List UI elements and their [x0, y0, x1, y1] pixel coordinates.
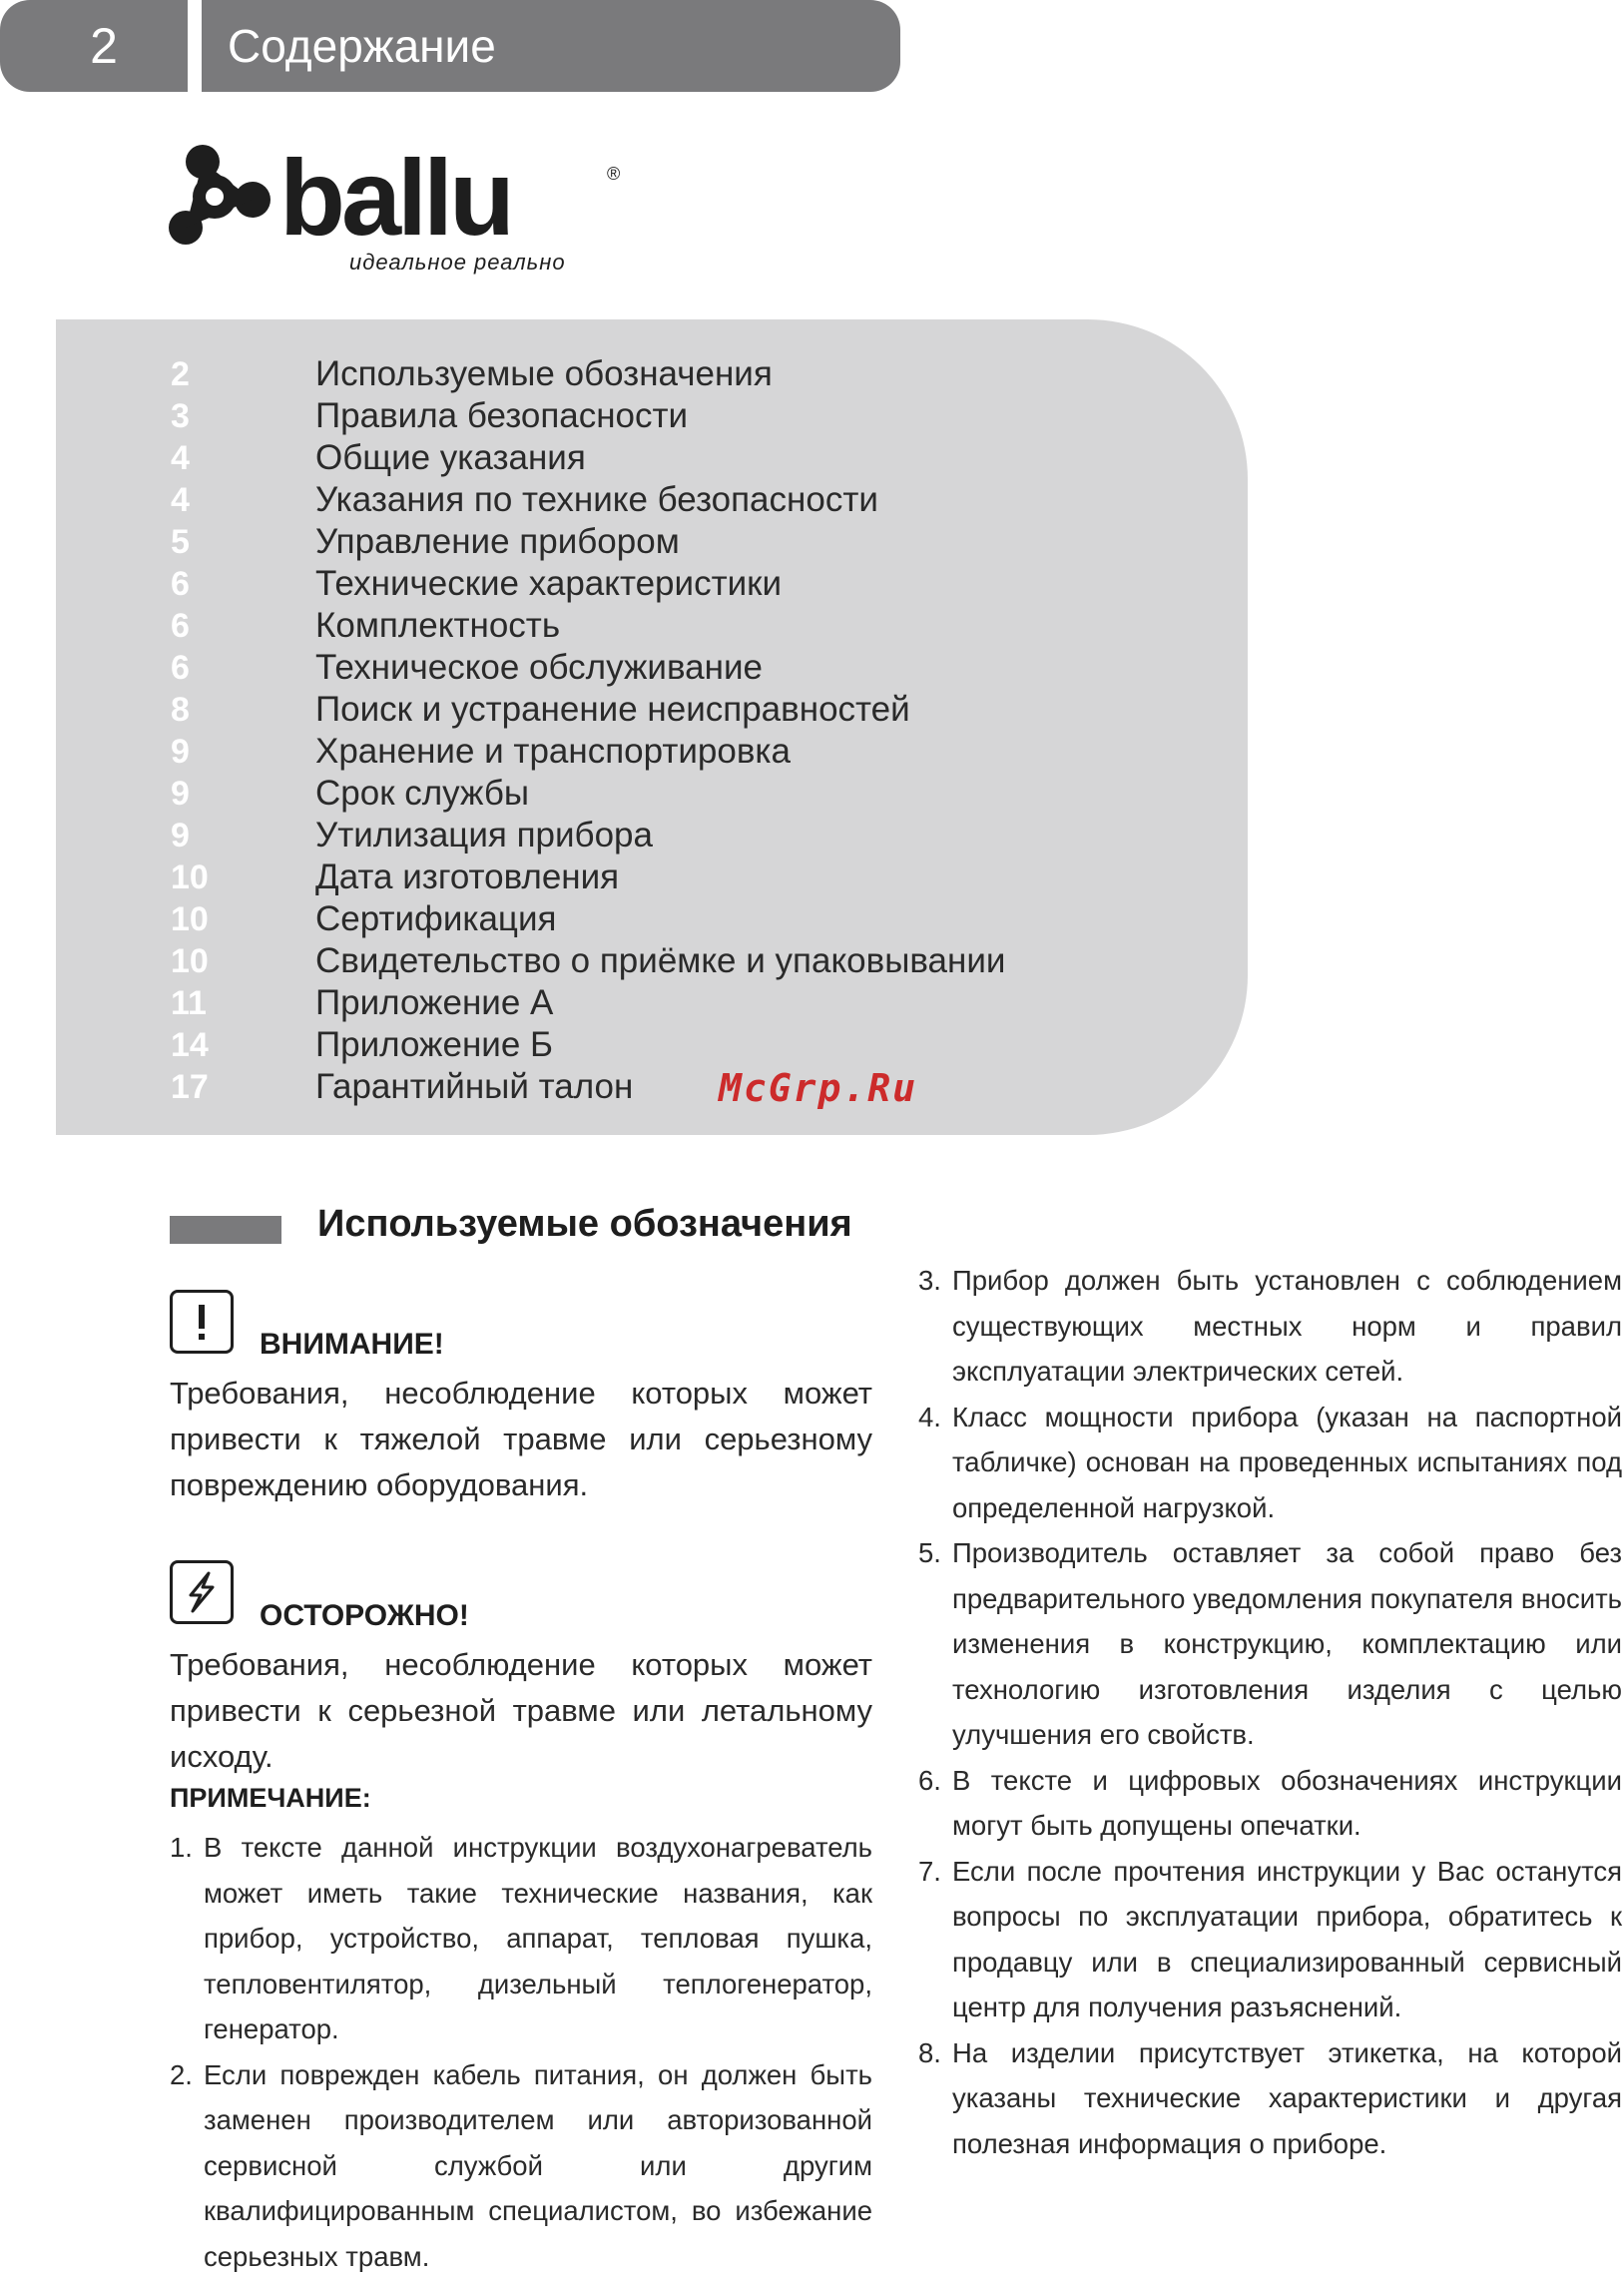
note-item: [170, 1825, 872, 2052]
toc-entry-title: Дата изготовления: [315, 857, 619, 897]
toc-entry-title: Комплектность: [315, 606, 560, 646]
toc-entry-title: Общие указания: [315, 438, 586, 478]
toc-entry: [171, 479, 878, 521]
caution-text: Требования, несоблюдение которых может привести к серьезной травме или летальному исходу.: [170, 1642, 872, 1780]
note-text: В тексте данной инструкции воздухонагреватель может иметь такие технические названия, как прибор, устройство, аппарат, тепловая пушка, тепловентилятор, дизельный теплогенератор, генератор.: [204, 1825, 872, 2052]
toc-page-number: 9: [171, 817, 315, 855]
section-marker: [170, 1216, 281, 1244]
toc-entry: [171, 898, 556, 940]
toc-page-number: 9: [171, 775, 315, 814]
warning-label: ВНИМАНИЕ!: [260, 1328, 444, 1362]
note-item: [918, 1849, 1622, 2030]
note-text: На изделии присутствует этикетка, на которой указаны технические характеристики и другая полезная информация о приборе.: [952, 2030, 1622, 2167]
toc-entry-title: Срок службы: [315, 774, 529, 814]
notes-left-list: [170, 1825, 872, 2279]
toc-page-number: 4: [171, 439, 315, 478]
note-text: Если поврежден кабель питания, он должен быть заменен производителем или авторизованной сервисной службой или другим квалифицированным специалистом, во избежание серьезных травм.: [204, 2052, 872, 2279]
toc-entry: [171, 731, 791, 773]
toc-entry-title: Хранение и транспортировка: [315, 732, 791, 772]
note-text: Производитель оставляет за собой право без предварительного уведомления покупателя вносить изменения в конструкцию, комплектацию или технологию изготовления изделия с целью улучшения его свойств.: [952, 1530, 1622, 1758]
toc-entry-title: Сертификация: [315, 899, 556, 939]
toc-entry: [171, 605, 560, 647]
logo-wordmark: ballu: [279, 140, 511, 258]
registered-mark: ®: [607, 164, 620, 184]
toc-entry-title: Техническое обслуживание: [315, 648, 763, 688]
toc-entry-title: Гарантийный талон: [315, 1067, 633, 1107]
caution-label: ОСТОРОЖНО!: [260, 1599, 469, 1633]
toc-page-number: 5: [171, 523, 315, 562]
logo-tagline: идеальное реально: [349, 250, 566, 276]
note-item: [918, 1258, 1622, 1395]
toc-page-number: 10: [171, 858, 315, 897]
toc-entry: [171, 856, 619, 898]
note-item: [918, 1395, 1622, 1531]
toc-entry-title: Поиск и устранение неисправностей: [315, 690, 910, 730]
toc-page-number: 2: [171, 355, 315, 394]
note-text: Класс мощности прибора (указан на паспортной табличке) основан на проведенных испытаниях под определенной нагрузкой.: [952, 1395, 1622, 1531]
toc-page-number: 6: [171, 649, 315, 688]
toc-entry-title: Используемые обозначения: [315, 354, 773, 394]
note-label: ПРИМЕЧАНИЕ:: [170, 1783, 371, 1814]
page-number-tab: [0, 0, 188, 92]
toc-page-number: 6: [171, 565, 315, 604]
note-number: 8.: [918, 2030, 952, 2167]
exclamation-icon: [170, 1290, 234, 1354]
toc-entry-title: Технические характеристики: [315, 564, 782, 604]
toc-entry: [171, 1024, 553, 1066]
toc-entry-title: Управление прибором: [315, 522, 680, 562]
warning-text: Требования, несоблюдение которых может привести к тяжелой травме или серьезному повреждению оборудования.: [170, 1371, 872, 1508]
note-text: Прибор должен быть установлен с соблюдением существующих местных норм и правил эксплуатации электрических сетей.: [952, 1258, 1622, 1395]
watermark: McGrp.Ru: [719, 1066, 917, 1110]
note-item: [918, 2030, 1622, 2167]
note-item: [170, 2052, 872, 2279]
toc-page-number: 11: [171, 984, 315, 1023]
toc-entry: [171, 1066, 633, 1108]
toc-entry: [171, 563, 782, 605]
toc-page-number: 4: [171, 481, 315, 520]
toc-page-number: 10: [171, 942, 315, 981]
note-item: [918, 1758, 1622, 1849]
toc-entry: [171, 689, 910, 731]
toc-entry: [171, 437, 586, 479]
toc-page-number: 14: [171, 1026, 315, 1065]
note-number: 4.: [918, 1395, 952, 1531]
toc-page-number: 9: [171, 733, 315, 772]
note-number: 1.: [170, 1825, 204, 2052]
note-number: 2.: [170, 2052, 204, 2279]
toc-entry: [171, 395, 688, 437]
table-of-contents: [56, 319, 1248, 1135]
toc-page-number: 6: [171, 607, 315, 646]
toc-entry-title: Приложение Б: [315, 1025, 553, 1065]
page-number: 2: [90, 17, 118, 75]
note-item: [918, 1530, 1622, 1758]
note-text: Если после прочтения инструкции у Вас останутся вопросы по эксплуатации прибора, обратитесь к продавцу или в специализированный сервисный центр для получения разъяснений.: [952, 1849, 1622, 2030]
header-title-tab: [202, 0, 900, 92]
toc-entry: [171, 982, 553, 1024]
toc-page-number: 3: [171, 397, 315, 436]
note-text: В тексте и цифровых обозначениях инструкции могут быть допущены опечатки.: [952, 1758, 1622, 1849]
toc-entry: [171, 647, 763, 689]
note-number: 5.: [918, 1530, 952, 1758]
section-title: Используемые обозначения: [317, 1203, 852, 1246]
toc-entry: [171, 353, 773, 395]
toc-page-number: 8: [171, 691, 315, 730]
toc-entry: [171, 815, 653, 856]
toc-page-number: 10: [171, 900, 315, 939]
note-number: 3.: [918, 1258, 952, 1395]
toc-entry: [171, 773, 529, 815]
toc-entry-title: Правила безопасности: [315, 396, 688, 436]
toc-page-number: 17: [171, 1068, 315, 1107]
page-title: Содержание: [228, 19, 496, 73]
toc-entry: [171, 940, 1005, 982]
toc-entry-title: Свидетельство о приёмке и упаковывании: [315, 941, 1005, 981]
note-number: 7.: [918, 1849, 952, 2030]
note-number: 6.: [918, 1758, 952, 1849]
toc-entry-title: Утилизация прибора: [315, 816, 653, 855]
notes-right-list: [918, 1258, 1622, 2166]
toc-entry: [171, 521, 680, 563]
toc-entry-title: Указания по технике безопасности: [315, 480, 878, 520]
lightning-icon: [170, 1560, 234, 1624]
toc-entry-title: Приложение А: [315, 983, 553, 1023]
